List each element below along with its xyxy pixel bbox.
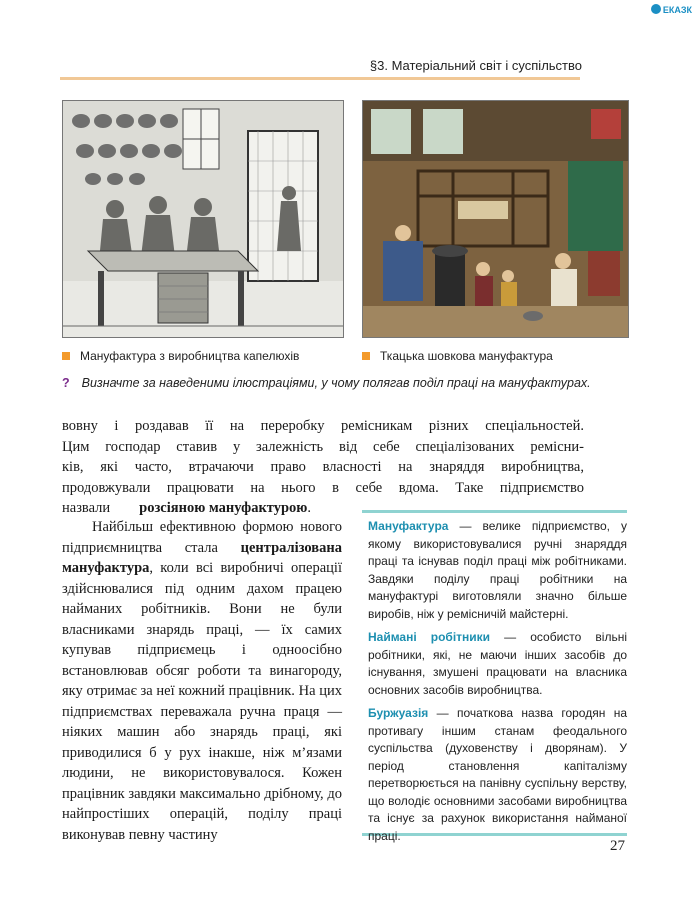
body-paragraph xyxy=(62,517,342,845)
page-number: 27 xyxy=(610,838,625,854)
caption-text: Ткацька шовкова мануфактура xyxy=(380,349,553,363)
body-line: продовжували працювати на нього в себе вдома. Таке підприємство xyxy=(62,479,584,496)
glossary-definition: — велике підприємство, у якому використовувалися ручні знаряддя праці та існував поділ праці між робітниками. Завдяки поділу праці робітники на мануфактурі виготовляли значно більше виробів, ніж у ремісничій майстерні. xyxy=(368,519,627,621)
body-line-suffix: . xyxy=(307,500,312,516)
figure-caption-hats xyxy=(62,349,299,363)
question-prompt xyxy=(62,376,591,390)
hat-manufactory-illustration xyxy=(62,100,344,338)
glossary-entry-bourgeoisie xyxy=(368,705,627,845)
glossary-term: Мануфактура xyxy=(368,519,449,533)
caption-marker-icon xyxy=(362,352,370,360)
term-dispersed-manufactory: розсіяною мануфактурою xyxy=(139,500,308,516)
paragraph-text-start: Найбільш ефективною формою нового підприємництва стала xyxy=(62,519,342,556)
body-text-column xyxy=(62,517,342,845)
section-header: §3. Матеріальний світ і суспільство xyxy=(369,58,582,73)
body-line: Цим господар ставив у залежність від себе спеціалізованих ремісни- xyxy=(62,438,584,455)
logo-text: ЕКАЗК xyxy=(662,5,692,15)
glossary-entry-manufactory xyxy=(368,518,627,623)
body-line: ків, які часто, втрачаючи право власності на знаряддя виробництва, xyxy=(62,459,584,475)
glossary-term: Наймані робітники xyxy=(368,630,491,644)
body-text-top xyxy=(62,416,584,519)
header-divider xyxy=(60,77,580,80)
glossary-definition: — особисто вільні робітники, які, не маючи інших засобів до існування, змушені працювати на власника основних засобів виробництва. xyxy=(368,630,627,697)
glossary-box xyxy=(362,510,627,843)
publisher-logo xyxy=(651,4,692,15)
glossary-term: Буржуазія xyxy=(368,706,429,720)
engraving-drawing xyxy=(63,101,343,337)
body-line-prefix: назвали xyxy=(62,500,111,516)
figure-caption-weaving xyxy=(362,349,553,363)
body-line: вовну і роздавав її на переробку ремісникам різних спеціальностей. xyxy=(62,418,584,434)
painting-drawing xyxy=(363,101,628,337)
paragraph-text-end: , коли всі виробничі операції здійснювалися під одним дахом працею найманих робітників. Вони не були власниками знарядь праці, — їх самих купував підприємець і одноосібно встановлював обсяг роботи та винагороду, яку отримає за неї кожний працівник. На цих підприємствах переважала ручна праця — ніяких машин або знарядь праці, які приводилися б у рух інакше, ніж м’язами людини, не використовувалося. Кожен працівник завдяки максимально дрібному, до найпростіших операцій, поділу праці виконував певну частину xyxy=(62,560,342,843)
question-mark-icon: ? xyxy=(62,376,70,390)
glossary-entry-hired-workers xyxy=(368,629,627,699)
question-text: Визначте за наведеними ілюстраціями, у чому полягав поділ праці на мануфактурах. xyxy=(81,376,591,390)
caption-marker-icon xyxy=(62,352,70,360)
caption-text: Мануфактура з виробництва капелюхів xyxy=(80,349,300,363)
term-centralized-manufactory: централізована мануфактура xyxy=(62,539,342,576)
silk-weaving-illustration xyxy=(362,100,629,338)
glossary-definition: — початкова назва городян на противагу іншим станам феодального суспільства (духовенству і дворянам). У період становлення капіталізму перетворюється на панівну суспільну верству, що володіє основними засобами виробництва та існує за рахунок використання найманої праці. xyxy=(368,706,627,843)
logo-icon xyxy=(651,4,661,14)
